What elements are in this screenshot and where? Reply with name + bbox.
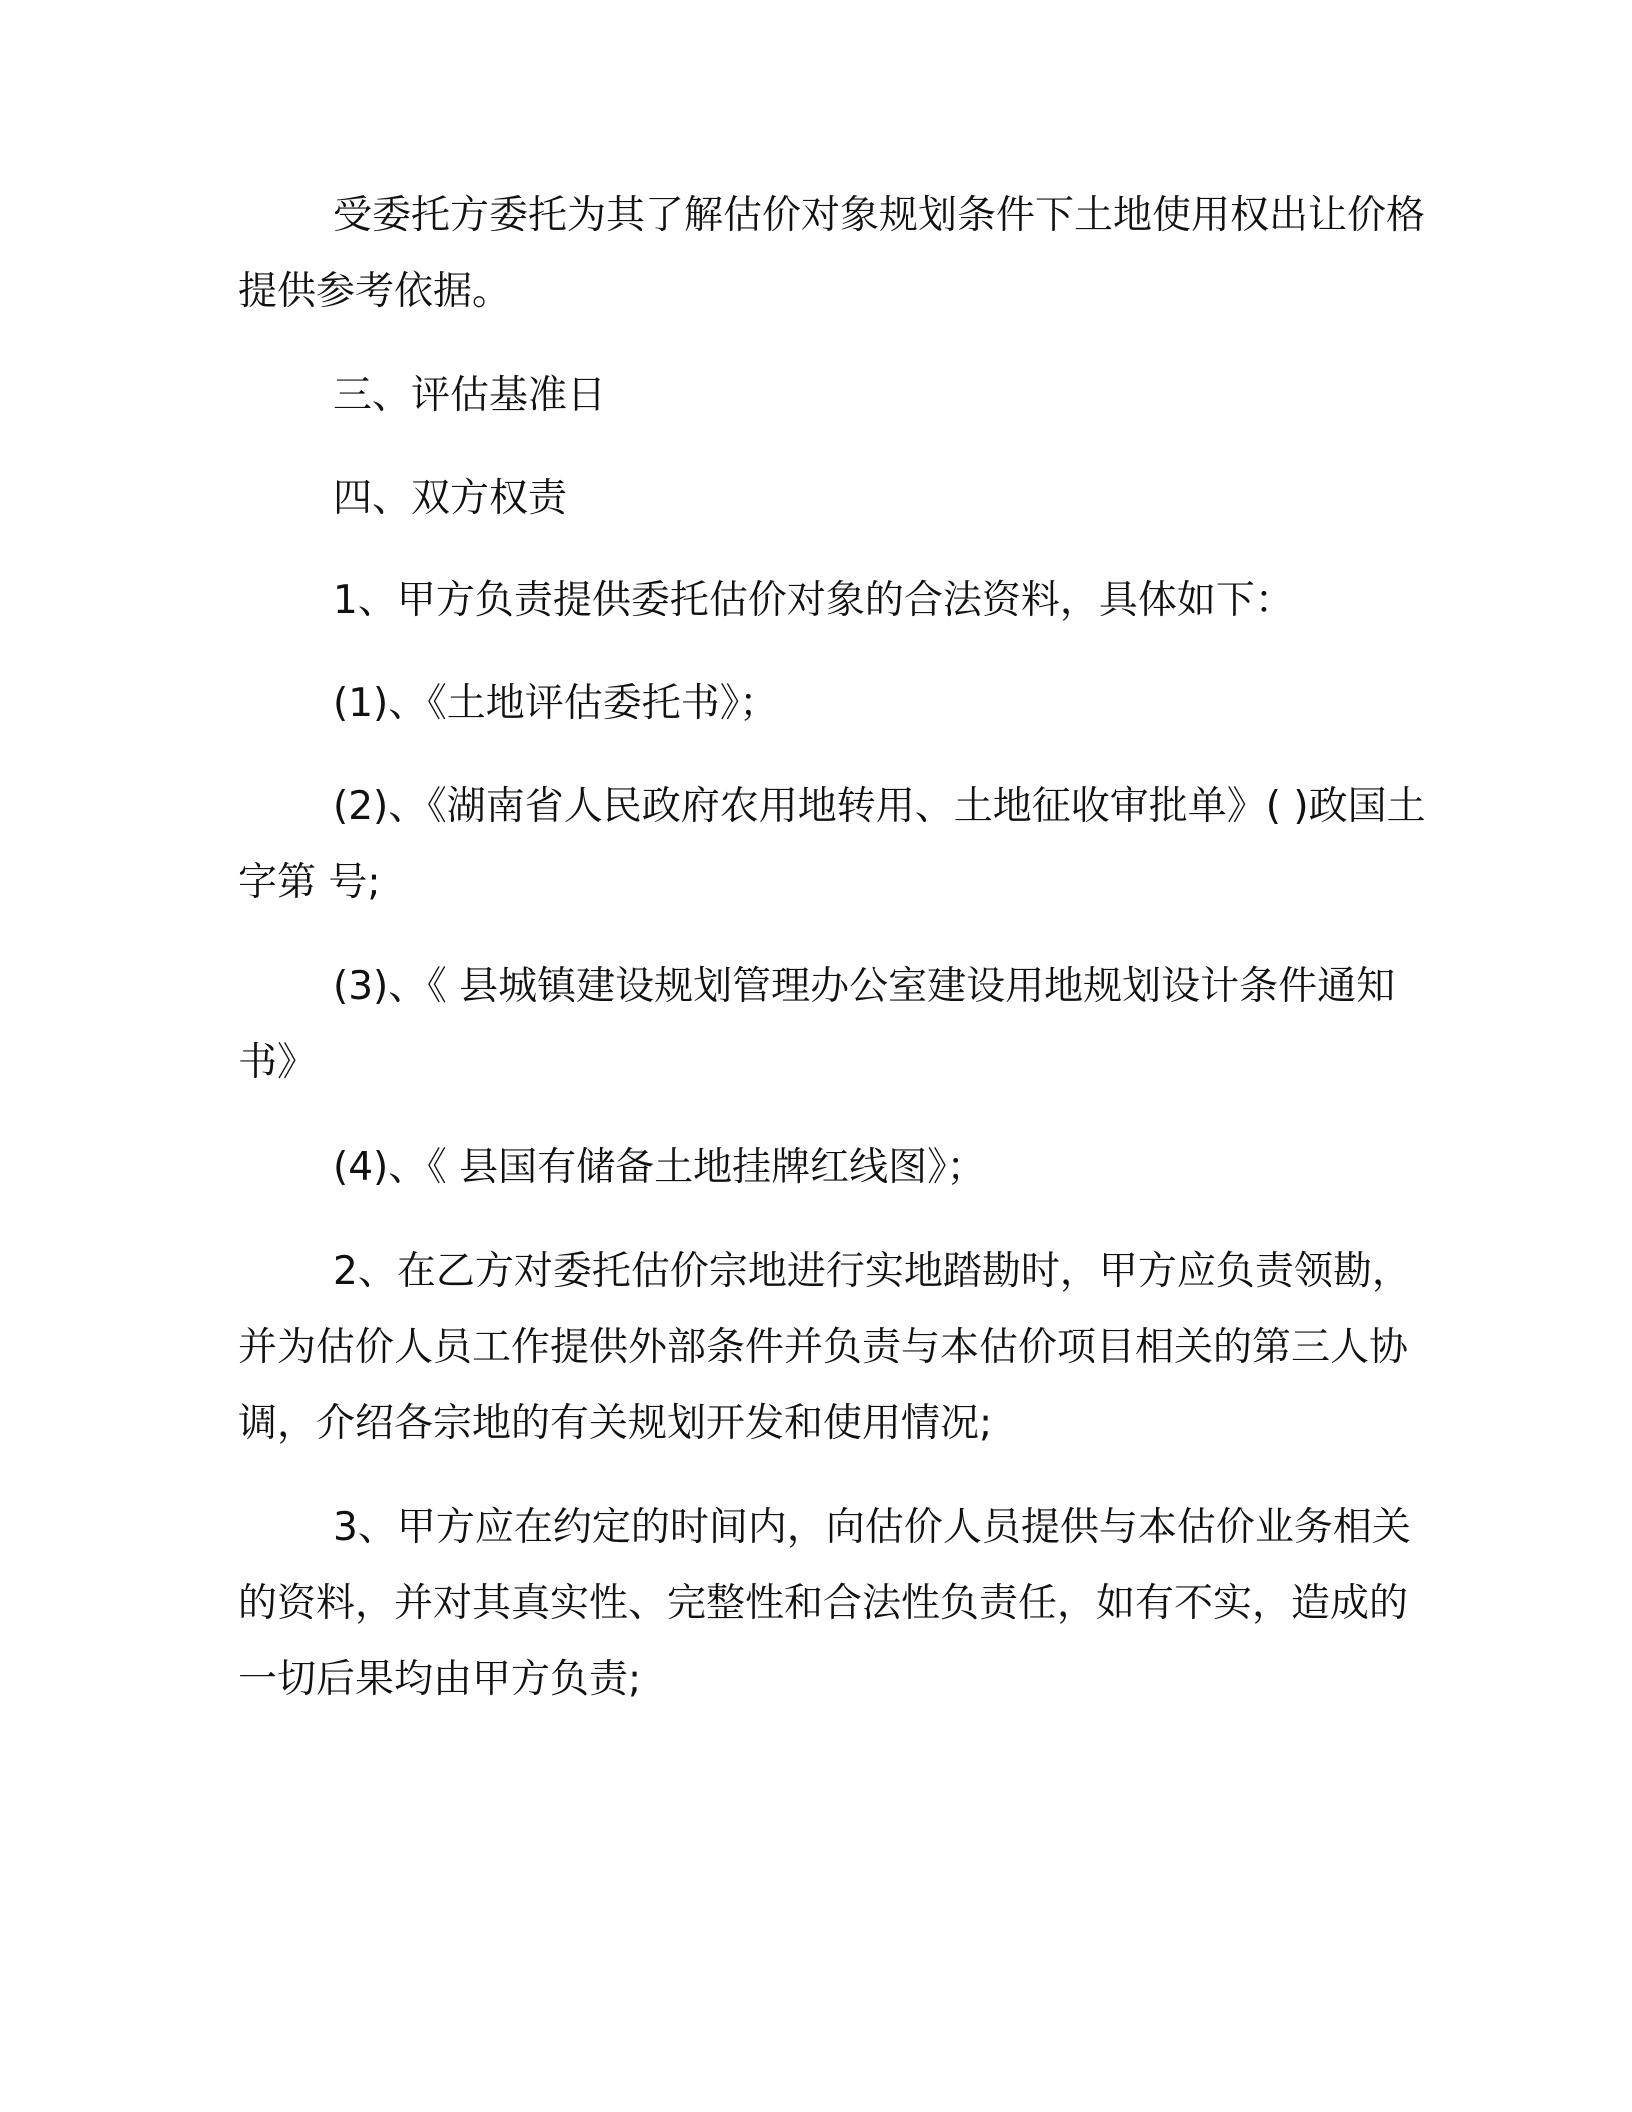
text-line: 书》 bbox=[238, 1040, 317, 1085]
text-line: 字第 号; bbox=[238, 860, 381, 905]
text-line: (3)、《 县城镇建设规划管理办公室建设用地规划设计条件通知 bbox=[333, 964, 1396, 1009]
paragraph-purpose bbox=[238, 178, 1426, 330]
list-item-sub-2 bbox=[238, 769, 1426, 921]
text-line: 提供参考依据。 bbox=[238, 269, 512, 314]
list-item-sub-4 bbox=[238, 1130, 1388, 1206]
text-line: 并为估价人员工作提供外部条件并负责与本估价项目相关的第三人协 bbox=[238, 1325, 1409, 1370]
list-item-sub-1 bbox=[238, 666, 1388, 742]
heading-valuation-date bbox=[238, 358, 1388, 434]
text-line: 一切后果均由甲方负责; bbox=[238, 1657, 642, 1702]
paragraph-item-3 bbox=[238, 1490, 1411, 1718]
text-line: (4)、《 县国有储备土地挂牌红线图》； bbox=[333, 1145, 986, 1190]
list-item-sub-3 bbox=[238, 949, 1396, 1101]
text-line: 2、在乙方对委托估价宗地进行实地踏勘时，甲方应负责领勘， bbox=[333, 1249, 1411, 1294]
text-line: 受委托方委托为其了解估价对象规划条件下土地使用权出让价格 bbox=[333, 193, 1426, 238]
text-line: (2)、《湖南省人民政府农用地转用、土地征收审批单》( )政国土 bbox=[333, 784, 1426, 829]
text-line: 调，介绍各宗地的有关规划开发和使用情况; bbox=[238, 1401, 993, 1446]
text-line: 三、评估基准日 bbox=[333, 373, 607, 418]
text-line: 3、甲方应在约定的时间内，向估价人员提供与本估价业务相关 bbox=[333, 1505, 1411, 1550]
text-line: 1、甲方负责提供委托估价对象的合法资料，具体如下： bbox=[333, 578, 1294, 623]
text-line: (1)、《土地评估委托书》； bbox=[333, 681, 779, 726]
text-line: 的资料，并对其真实性、完整性和合法性负责任，如有不实，造成的 bbox=[238, 1581, 1409, 1626]
heading-rights-duties bbox=[238, 461, 1388, 537]
paragraph-item-2 bbox=[238, 1234, 1411, 1462]
paragraph-item-1 bbox=[238, 563, 1388, 639]
text-line: 四、双方权责 bbox=[333, 476, 568, 521]
